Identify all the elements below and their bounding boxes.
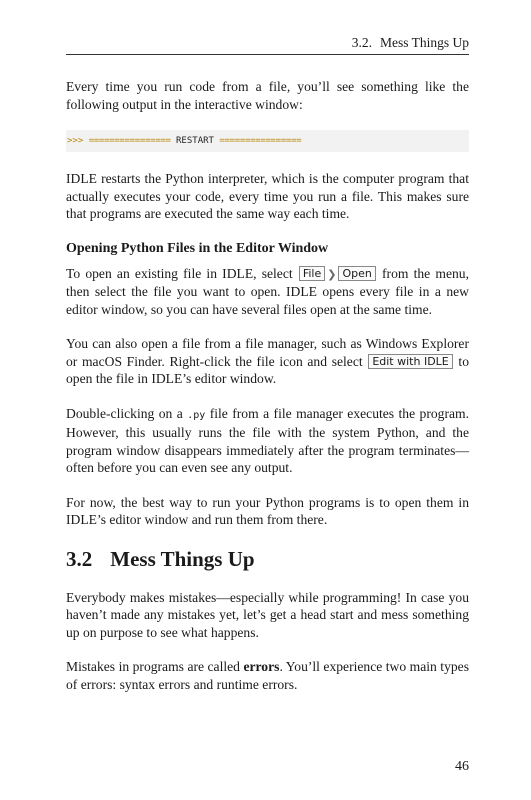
code-block (66, 130, 469, 152)
paragraph-mistakes: Everybody makes mistakes—especially while programming! In case you haven’t made any mistakes yet, let’s get a head start and mess something up on purpose to see what happens. (66, 589, 469, 640)
page-content (66, 78, 469, 710)
paragraph-best-way: For now, the best way to run your Python programs is to open them in IDLE’s editor window and run them from there. (66, 494, 469, 527)
subheading: Opening Python Files in the Editor Window (66, 240, 329, 256)
header-section-title: Mess Things Up (379, 35, 469, 50)
page-number: 46 (455, 759, 469, 774)
menu-chevron-icon: ❯ (327, 267, 337, 281)
paragraph-errors (66, 658, 469, 693)
header-section-number: 3.2. (351, 35, 372, 50)
text: from the menu, then select the file you want to open. IDLE opens every file in a new editor window, so you can have several files open at the same time. (66, 265, 469, 317)
menu-edit-with-idle: Edit with IDLE (368, 354, 452, 369)
text: . You’ll experience two main types of errors: syntax errors and runtime errors. (66, 659, 469, 692)
text: To open an existing file in IDLE, select (66, 265, 298, 281)
code-right-rule: ================ (219, 136, 302, 146)
text: You can also open a file from a file manager, such as Windows Explorer or macOS Finder. Right-click the file icon and select (66, 336, 469, 369)
paragraph-open-file (66, 265, 469, 319)
text: to open the file in IDLE’s editor window. (66, 353, 469, 386)
paragraph-file-manager (66, 335, 469, 388)
section-heading (66, 547, 469, 571)
code-restart: RESTART (176, 136, 214, 146)
code-prompt: >>> (67, 136, 84, 146)
section-number: 3.2 (66, 546, 93, 571)
inline-code-py: .py (187, 409, 206, 421)
paragraph-restart: IDLE restarts the Python interpreter, which is the computer program that actually executes your code, every time you run a file. This makes sure that programs are executed the same way each time. (66, 171, 469, 221)
text: file from a file manager executes the program. However, this usually runs the file with the system Python, and the program window disappears immediately after the program terminates—often before you can even see any output. (66, 405, 469, 475)
running-header (66, 35, 469, 51)
code-left-rule: ================ (88, 136, 171, 146)
header-rule (66, 54, 469, 55)
paragraph-double-click (66, 405, 469, 477)
text: Mistakes in programs are called (66, 659, 244, 674)
term-errors: errors (243, 659, 280, 674)
section-title: Mess Things Up (110, 546, 255, 571)
text: Double-clicking on a (66, 405, 188, 421)
menu-open: Open (338, 266, 375, 281)
menu-file: File (299, 266, 325, 281)
paragraph-intro: Every time you run code from a file, you’ll see something like the following output in the interactive window: (66, 79, 469, 112)
